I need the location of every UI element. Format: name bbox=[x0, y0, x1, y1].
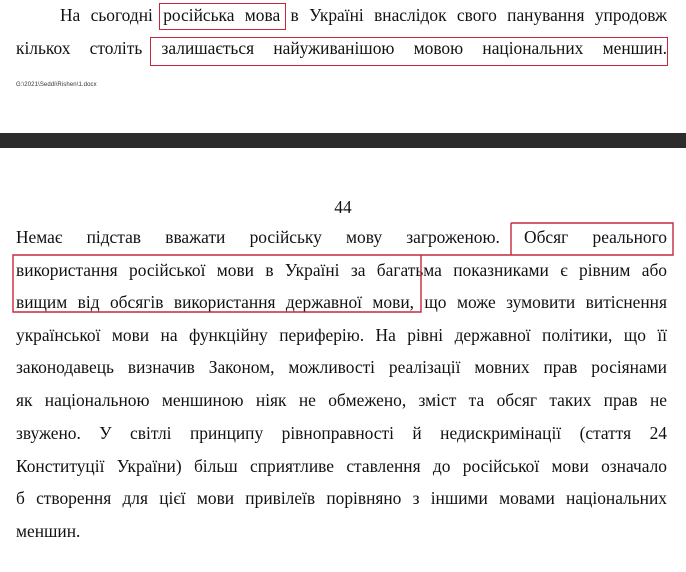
paragraph-line: як національною меншиною ніяк не обмежено, зміст та обсяг таких прав не bbox=[16, 390, 667, 410]
paragraph-line: б створення для цієї мови привілеїв порівняно з іншими мовами національних bbox=[16, 488, 667, 508]
paragraph-line: звужено. У світлі принципу рівноправності й недискримінації (стаття 24 bbox=[16, 423, 667, 443]
document-page bbox=[0, 148, 686, 572]
paragraph-line: використання російської мови в Україні за багатьма показниками є рівним або bbox=[16, 260, 667, 280]
paragraph-line: Немає підстав вважати російську мову загроженою. Обсяг реального bbox=[16, 227, 667, 247]
file-path-footer: G:\2021\Seddi\Rishen\1.docx bbox=[16, 82, 97, 88]
previous-page-fragment bbox=[0, 0, 686, 133]
paragraph-line: кількох століть залишається найуживанішою мовою національних меншин. bbox=[16, 38, 667, 58]
paragraph-line: вищим від обсягів використання державної мови, що може зумовити витіснення bbox=[16, 292, 667, 312]
paragraph-line: меншин. bbox=[16, 521, 81, 541]
paragraph-line: Конституції України) більш сприятливе ставлення до російської мови означало bbox=[16, 456, 667, 476]
paragraph-line: На сьогодні російська мова в Україні внаслідок свого панування упродовж bbox=[60, 5, 667, 25]
page-separator bbox=[0, 133, 686, 148]
paragraph-line: української мови на функційну периферію. На рівні державної політики, що її bbox=[16, 325, 667, 345]
page-number: 44 bbox=[334, 197, 352, 217]
paragraph-line: законодавець визначив Законом, можливості реалізації мовних прав росіянами bbox=[16, 357, 667, 377]
